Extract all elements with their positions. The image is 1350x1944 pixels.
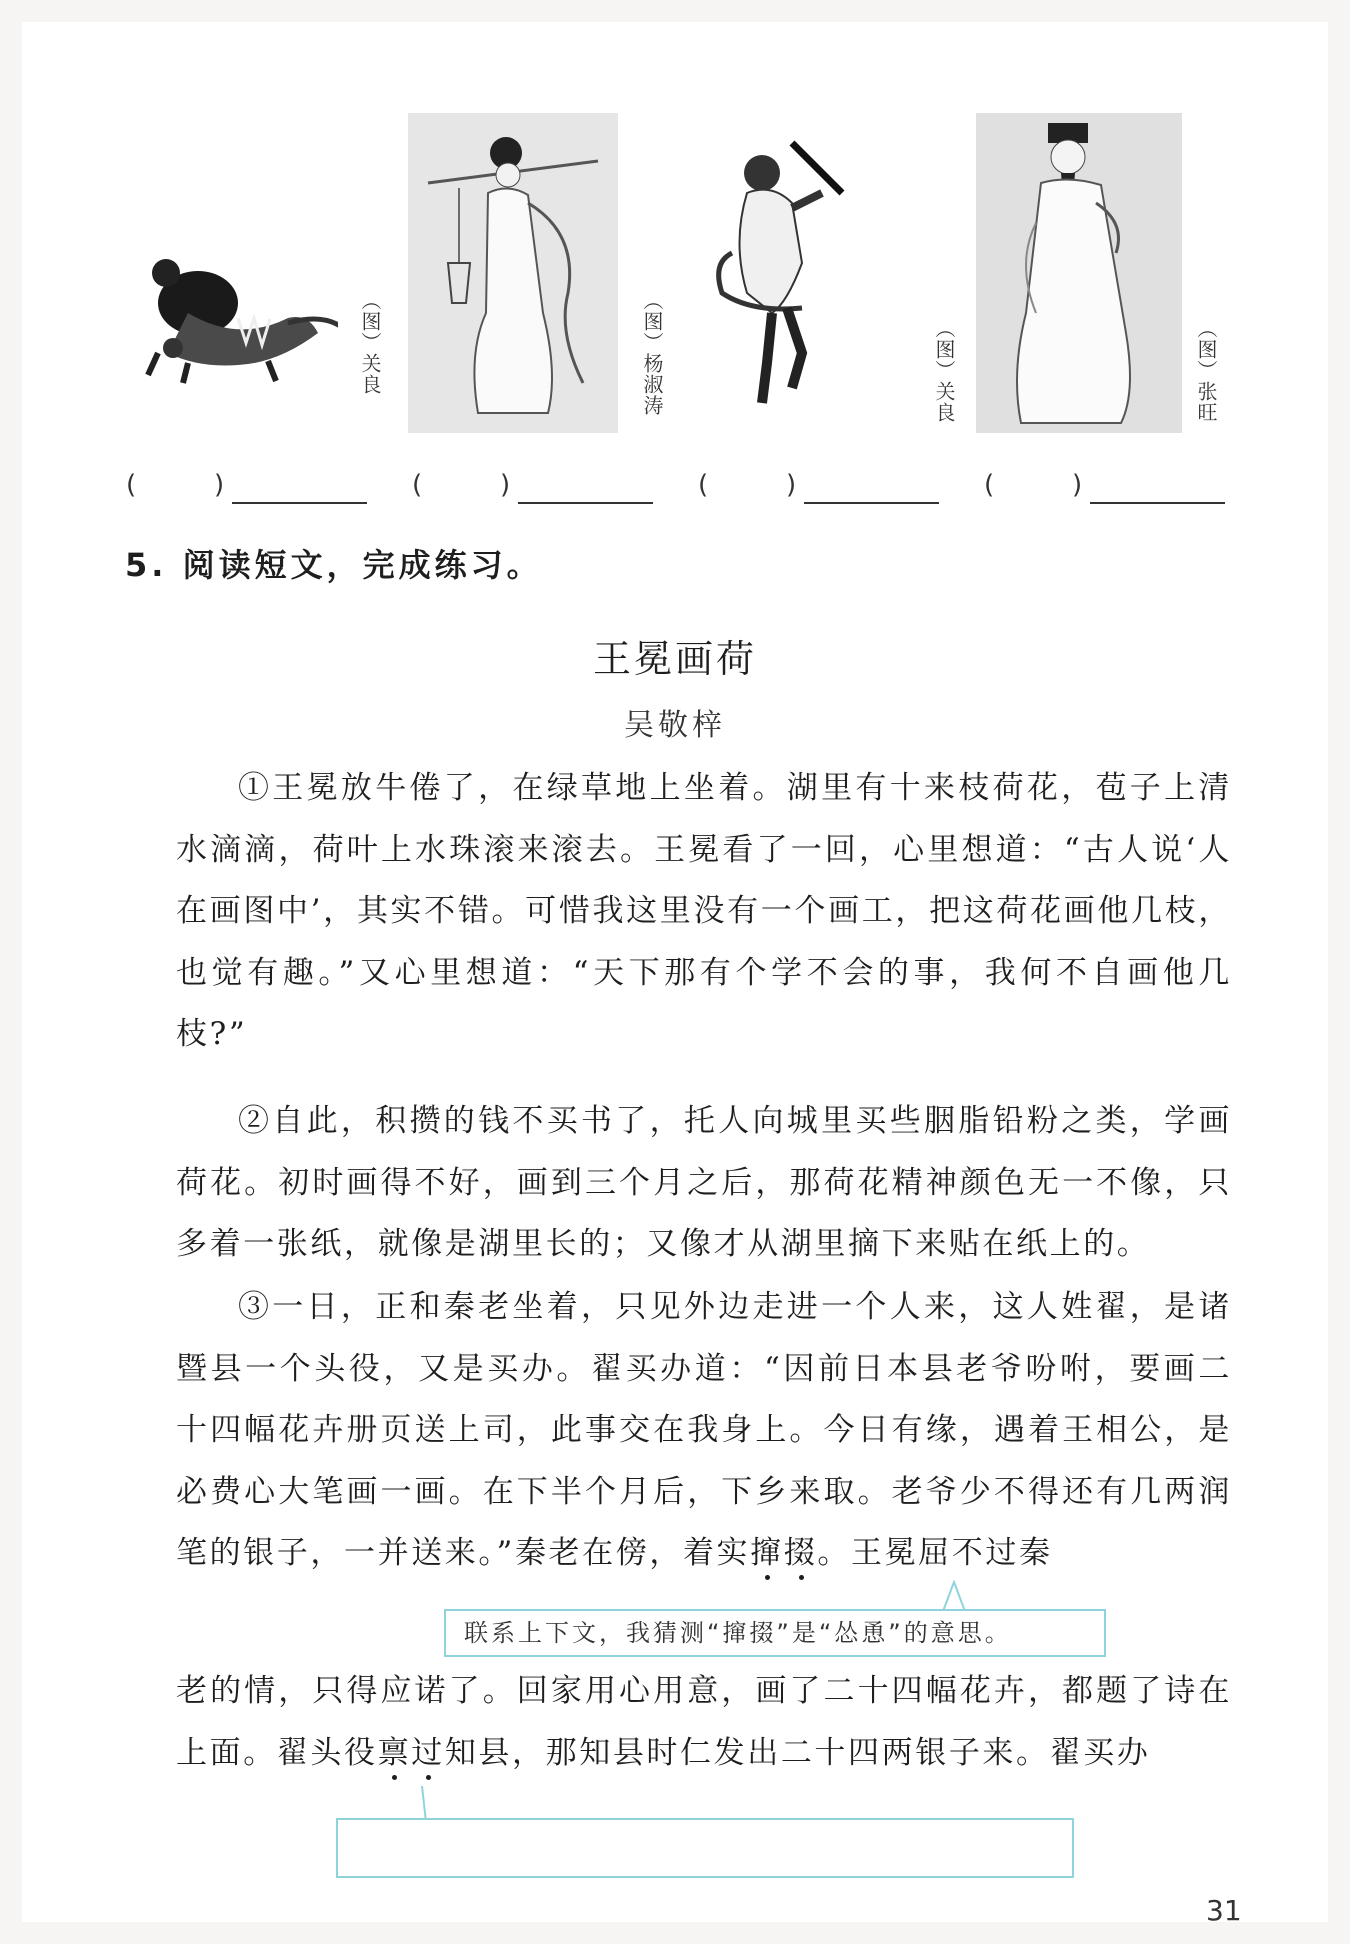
- annotation-note: 联系上下文，我猜测“撺掇”是“怂恿”的意思。: [444, 1609, 1106, 1657]
- picture-1-caption: （图）关良: [358, 290, 382, 395]
- answer-blank-2[interactable]: [412, 468, 652, 508]
- answer-blank-3[interactable]: [698, 468, 938, 508]
- open-paren: (: [984, 470, 995, 500]
- paragraph-1: ①王冕放牛倦了，在绿草地上坐着。湖里有十来枝荷花，苞子上清水滴滴，荷叶上水珠滚来滚去。王冕看了一回，心里想道：“古人说‘人在画图中’，其实不错。可惜我这里没有一个画工，把这荷花画他几枝，也觉有趣。”又心里想道：“天下那有个学不会的事，我何不自画他几枝?”: [176, 770, 1232, 1052]
- close-paren: ): [214, 470, 225, 500]
- page-number: 31: [1206, 1894, 1242, 1927]
- answer-line[interactable]: [232, 502, 367, 504]
- answer-box-pointer: [416, 1786, 456, 1822]
- paragraph-4-tail: 知县，那知县时仁发出二十四两银子来。翟买办: [444, 1734, 1151, 1771]
- picture-4-caption: （图）张旺: [1194, 318, 1218, 423]
- picture-scholar: [976, 113, 1182, 433]
- dotted-word-cuanduo: [750, 1535, 817, 1571]
- picture-lady: [408, 113, 618, 433]
- monkey-king-illustration: [692, 113, 902, 433]
- answer-blank-4[interactable]: [984, 468, 1224, 508]
- article-author: 吴敬梓: [624, 708, 726, 743]
- picture-tiger-fighter: [128, 113, 338, 433]
- picture-2-caption: （图）杨淑涛: [640, 290, 664, 416]
- open-paren: (: [412, 470, 423, 500]
- scholar-illustration: [976, 113, 1182, 433]
- paragraph-4-text: 老的情，只得应诺了。回家用心用意，画了二十四幅花卉，都题了诗在上面。翟头役: [176, 1673, 1232, 1771]
- picture-3-caption: （图）关良: [932, 318, 956, 423]
- paragraph-4: [176, 1661, 1232, 1784]
- close-paren: ): [1072, 470, 1083, 500]
- answer-line[interactable]: [518, 502, 653, 504]
- inference-answer-box[interactable]: [336, 1818, 1074, 1878]
- paragraph-3-tail: 。王冕屈不过秦: [817, 1535, 1053, 1571]
- paragraph-2: ②自此，积攒的钱不买书了，托人向城里买些胭脂铅粉之类，学画荷花。初时画得不好，画到三个月之后，那荷花精神颜色无一不像，只多着一张纸，就像是湖里长的；又像才从湖里摘下来贴在纸上的。: [176, 1103, 1232, 1262]
- answer-line[interactable]: [804, 502, 939, 504]
- emphasis-char: 撺: [750, 1535, 784, 1571]
- open-paren: (: [698, 470, 709, 500]
- answer-line[interactable]: [1090, 502, 1225, 504]
- dotted-word-bingguo: [378, 1735, 445, 1771]
- paragraph-3-text: ③一日，正和秦老坐着，只见外边走进一个人来，这人姓翟，是诸暨县一个头役，又是买办。翟买办道：“因前日本县老爷吩咐，要画二十四幅花卉册页送上司，此事交在我身上。今日有缘，遇着王相公，是必费心大笔画一画。在下半个月后，下乡来取。老爷少不得还有几两润笔的银子，一并送来。”秦老在傍，着实: [176, 1289, 1232, 1571]
- answer-blank-1[interactable]: [126, 468, 366, 508]
- close-paren: ): [786, 470, 797, 500]
- lady-illustration: [408, 113, 618, 433]
- close-paren: ): [500, 470, 511, 500]
- emphasis-char: 过: [411, 1734, 445, 1771]
- open-paren: (: [126, 470, 137, 500]
- tiger-fighter-illustration: [128, 113, 338, 433]
- article-title: 王冕画荷: [592, 637, 757, 681]
- picture-monkey-king: [692, 113, 902, 433]
- emphasis-char: 掇: [783, 1535, 818, 1571]
- question-heading: 5. 阅读短文，完成练习。: [125, 546, 543, 584]
- emphasis-char: 禀: [377, 1734, 412, 1771]
- paragraph-3: [176, 1277, 1232, 1585]
